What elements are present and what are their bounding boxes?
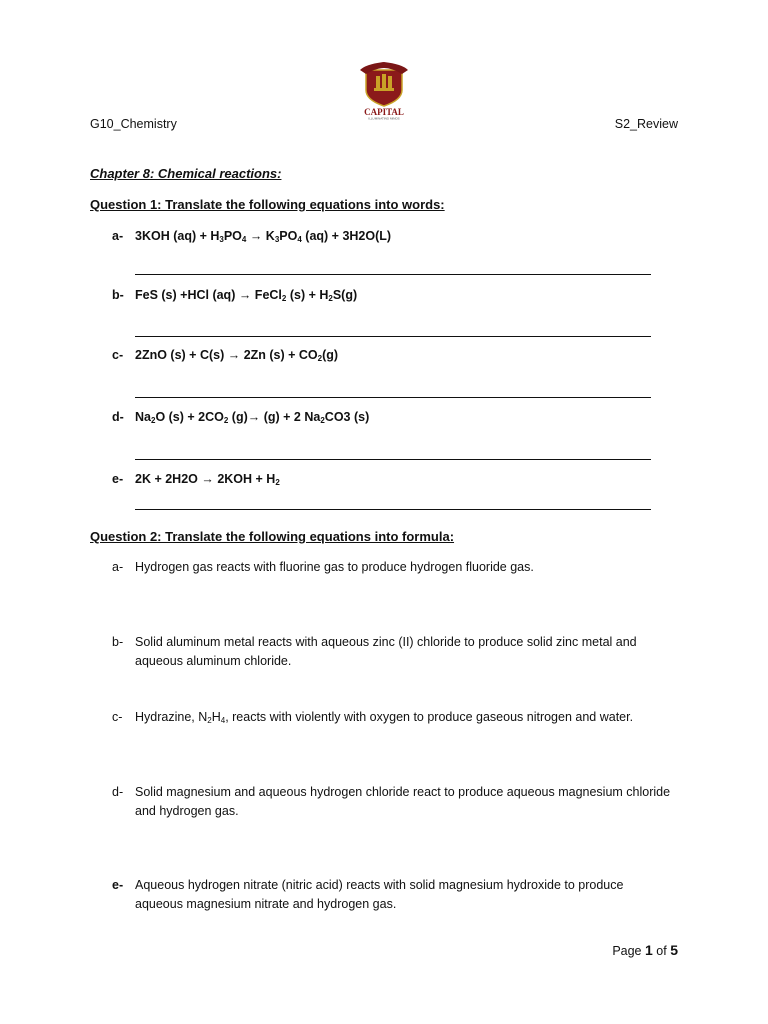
item-letter: e-	[112, 472, 124, 486]
chapter-title: Chapter 8: Chemical reactions:	[90, 166, 282, 181]
item-letter: d-	[112, 785, 124, 799]
page-number: Page 1 of 5	[612, 942, 678, 958]
item-letter: a-	[112, 560, 124, 574]
item-text: Hydrazine, $N_2H_4$, reacts with violently with oxygen to produce gaseous nitrogen and water.	[135, 710, 634, 725]
question-2-title: Question 2: Translate the following equations into formula:	[90, 529, 455, 544]
item-letter: d-	[112, 410, 124, 424]
item-text: Aqueous hydrogen nitrate (nitric acid) reacts with solid magnesium hydroxide to produce aqueous magnesium nitrate and hydrogen gas.	[135, 878, 624, 911]
equation-text: FeS (s) +HCl (aq) → FeCl$_2$ $(s) + H_2S(g)$	[135, 288, 358, 303]
answer-line[interactable]	[135, 459, 651, 460]
answer-line[interactable]	[135, 274, 651, 275]
equation-text: $2K + 2H2O \to 2KOH + H_2$	[135, 472, 280, 487]
item-letter: c-	[112, 710, 123, 724]
review-label: S2_Review	[614, 117, 678, 131]
item-letter: b-	[112, 635, 124, 649]
item-letter: b-	[112, 288, 124, 302]
answer-line[interactable]	[135, 509, 651, 510]
item-text: Solid magnesium and aqueous hydrogen chloride react to produce aqueous magnesium chloride and hydrogen gas.	[135, 785, 671, 818]
question-1-title: Question 1: Translate the following equations into words:	[90, 197, 445, 212]
school-logo	[352, 56, 416, 120]
equation-text: 3KOH $(aq) + H_3PO_4 \to K_3PO_4$ (aq) + 3H2O(L)	[135, 229, 392, 244]
item-letter: e-	[112, 878, 124, 892]
equation-text: 2ZnO (s) + C(s) → 2Zn $(s) + CO_2(g)$	[135, 348, 339, 363]
item-text: Solid aluminum metal reacts with aqueous zinc (II) chloride to produce solid zinc metal and aqueous aluminum chloride.	[135, 635, 637, 668]
item-text: Hydrogen gas reacts with fluorine gas to produce hydrogen fluoride gas.	[135, 560, 534, 574]
item-letter: c-	[112, 348, 124, 362]
item-letter: a-	[112, 229, 124, 243]
answer-line[interactable]	[135, 336, 651, 337]
equation-text: $Na_2O$ $(s) + 2CO_2$ (g)→ (g) + 2 $Na_2CO3$ (s)	[135, 410, 370, 425]
svg-text:CAPITAL: CAPITAL	[364, 107, 404, 117]
course-label: G10_Chemistry	[90, 117, 177, 131]
answer-line[interactable]	[135, 397, 651, 398]
svg-text:ILLUMINATING MINDS: ILLUMINATING MINDS	[368, 116, 400, 120]
capital-crest-icon	[352, 56, 416, 120]
